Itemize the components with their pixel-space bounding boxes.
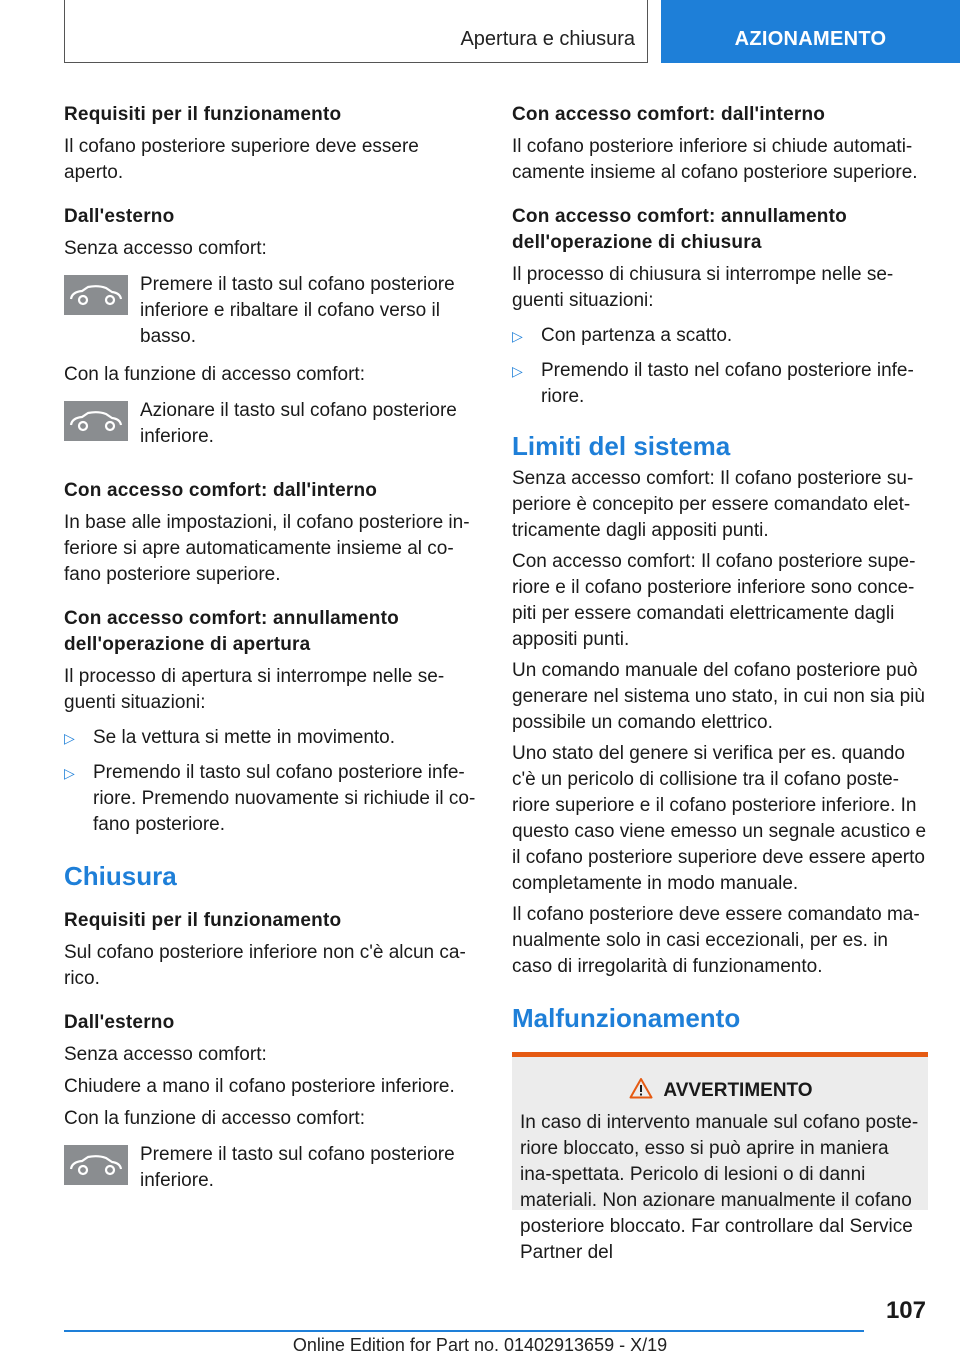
limits-paragraph: Senza accesso comfort: Il cofano posteriore su-periore è concepito per essere comandato elet-tricamente dagli appositi punti.: [512, 468, 914, 541]
closing-heading: Chiusura: [64, 861, 177, 891]
footer-divider: [64, 1330, 864, 1332]
limits-paragraph: Il cofano posteriore deve essere comandato ma-nualmente solo in casi eccezionali, per es. in caso di irregolarità di funzionamento.: [512, 904, 920, 977]
system-limits-heading: Limiti del sistema: [512, 431, 731, 461]
icon-instruction-comfort-text: Azionare il tasto sul cofano posteriore inferiore.: [140, 400, 457, 447]
footer-edition: Online Edition for Part no. 01402913659 - X/19: [292, 1335, 668, 1355]
exterior-title-2: Dall'esterno: [64, 1012, 175, 1033]
icon-instruction-open: [64, 272, 476, 350]
requirements-title-2: Requisiti per il funzionamento: [64, 910, 342, 931]
car-rear-button-icon: [64, 275, 128, 315]
requirements-title: Requisiti per il funzionamento: [64, 104, 342, 125]
right-column: [512, 102, 928, 1263]
comfort-label-2: Con la funzione di accesso comfort:: [64, 1108, 365, 1129]
limits-paragraph: Con accesso comfort: Il cofano posteriore supe-riore e il cofano posteriore inferiore sono conce-piti per essere comandati elettricamente dagli appositi punti.: [512, 551, 916, 650]
list-item: ▷ Premendo il tasto sul cofano posteriore infe-riore. Premendo nuovamente si richiude il co-fano posteriore.: [64, 762, 476, 835]
cancel-opening-title: Con accesso comfort: annullamento dell'operazione di apertura: [64, 608, 399, 655]
limits-paragraph: Uno stato del genere si verifica per es. quando c'è un pericolo di collisione tra il cofano poste-riore superiore e il cofano posteriore inferiore. In questo caso viene emesso un segnale acustico e il cofano posteriore superiore deve essere aperto completamente in modo manuale.: [512, 743, 927, 894]
no-comfort-label: Senza accesso comfort:: [64, 238, 267, 259]
list-item: ▷ Premendo il tasto nel cofano posteriore infe-riore.: [512, 360, 914, 407]
icon-instruction-close-text: Premere il tasto sul cofano posteriore inferiore.: [140, 1144, 455, 1191]
header-chapter-tab[interactable]: [661, 0, 960, 63]
car-rear-button-icon: [64, 401, 128, 441]
warning-text: In caso di intervento manuale sul cofano poste-riore bloccato, esso si può aprire in maniera ina-spettata. Pericolo di lesioni o di danni materiali. Non azionare manualmente il cofano posteriore bloccato. Far controllare dal Service Partner del: [520, 1112, 919, 1263]
car-rear-button-icon: [64, 1145, 128, 1185]
triangle-bullet-icon: ▷: [64, 730, 75, 746]
header-section-title: Apertura e chiusura: [460, 28, 635, 50]
requirements-text: Il cofano posteriore superiore deve essere aperto.: [64, 136, 419, 183]
triangle-bullet-icon: ▷: [512, 328, 523, 344]
cancel-closing-title: Con accesso comfort: annullamento dell'operazione di chiusura: [512, 206, 847, 253]
interior-text: In base alle impostazioni, il cofano posteriore in-feriore si apre automaticamente insieme al co-fano posteriore superiore.: [64, 512, 470, 585]
list-item: ▷ Se la vettura si mette in movimento.: [64, 725, 476, 751]
warning-title: AVVERTIMENTO: [520, 1077, 922, 1104]
interior-title: Con accesso comfort: dall'interno: [64, 480, 378, 501]
header-section-box: [64, 0, 648, 63]
cancel-opening-text: Il processo di apertura si interrompe nelle se-guenti situazioni:: [64, 666, 445, 713]
exterior-title: Dall'esterno: [64, 206, 175, 227]
interior-title-2: Con accesso comfort: dall'interno: [512, 104, 826, 125]
icon-instruction-comfort: [64, 398, 476, 450]
interior-text-2: Il cofano posteriore inferiore si chiude automati-camente insieme al cofano posteriore superiore.: [512, 136, 918, 183]
triangle-bullet-icon: ▷: [512, 363, 523, 379]
manual-close-text: Chiudere a mano il cofano posteriore inferiore.: [64, 1076, 455, 1097]
icon-instruction-open-text: Premere il tasto sul cofano posteriore inferiore e ribaltare il cofano verso il basso.: [140, 274, 455, 347]
cancel-closing-text: Il processo di chiusura si interrompe nelle se-guenti situazioni:: [512, 264, 894, 311]
no-comfort-label-2: Senza accesso comfort:: [64, 1044, 267, 1065]
requirements-text-2: Sul cofano posteriore inferiore non c'è alcun ca-rico.: [64, 942, 466, 989]
icon-instruction-close: [64, 1142, 476, 1194]
warning-triangle-icon: [629, 1077, 653, 1099]
page-number: 107: [885, 1297, 926, 1324]
limits-paragraph: Un comando manuale del cofano posteriore può generare nel sistema uno stato, in cui non sia più possibile un comando elettrico.: [512, 660, 925, 733]
warning-box: [512, 1052, 928, 1263]
left-column: [64, 102, 476, 1194]
triangle-bullet-icon: ▷: [64, 765, 75, 781]
malfunction-heading: Malfunzionamento: [512, 1003, 741, 1033]
header-chapter-title: AZIONAMENTO: [734, 28, 887, 50]
comfort-label: Con la funzione di accesso comfort:: [64, 364, 365, 385]
list-item: ▷ Con partenza a scatto.: [512, 323, 928, 349]
